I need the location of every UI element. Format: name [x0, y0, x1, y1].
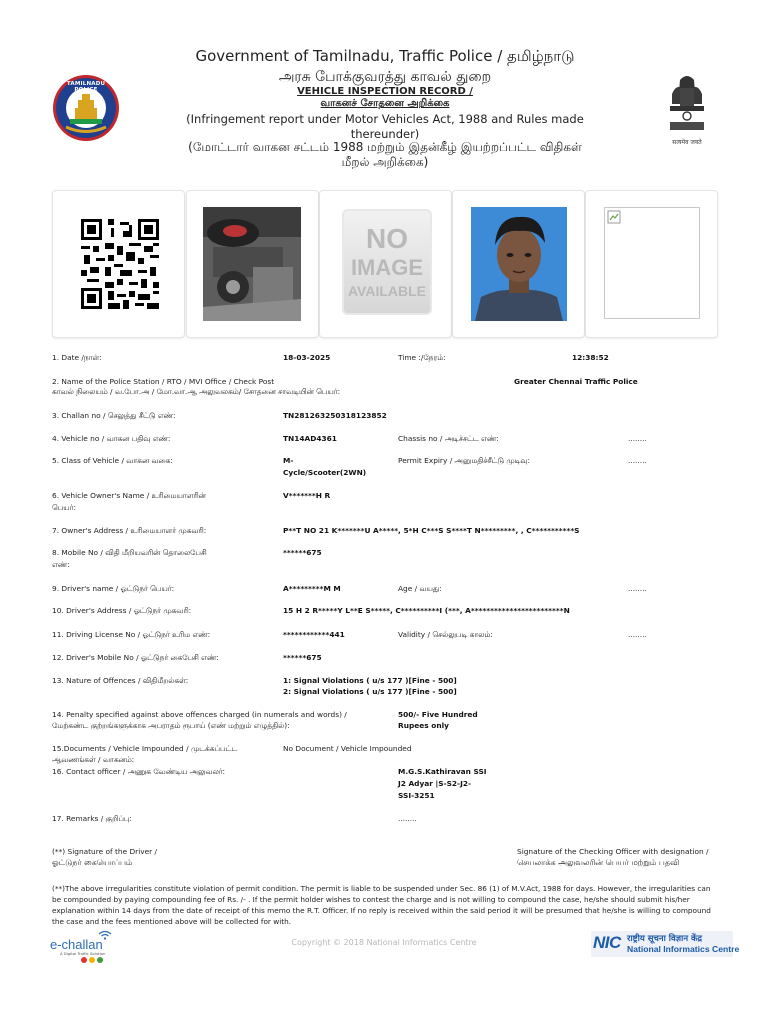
- owner-address-label: 7. Owner's Address / உரிமையாளர் முகவரி:: [52, 526, 207, 535]
- vehicle-no-label: 4. Vehicle no / வாகன பதிவு எண்:: [52, 434, 171, 443]
- vehicle-class-value-2: Cycle/Scooter(2WN): [283, 468, 367, 477]
- penalty-value-2: Rupees only: [398, 721, 449, 730]
- station-value: Greater Chennai Traffic Police: [514, 377, 638, 386]
- mobile-label-2: எண்:: [52, 560, 70, 569]
- no-image-text-2: IMAGE: [350, 255, 424, 280]
- emblem-motto: सत्यमेव जयते: [672, 139, 702, 146]
- nic-hindi-name: राष्ट्रीय सूचना विज्ञान केंद्र: [627, 934, 703, 944]
- owner-address-value: P**T NO 21 K*******U A*****, 5*H C***S S****T N*********, , C***********S: [283, 526, 580, 535]
- broken-image-card: [585, 190, 718, 338]
- owner-name-label-2: பெயர்:: [52, 503, 76, 512]
- police-logo-text: TAMILNADU POLICE: [66, 81, 106, 93]
- tamilnadu-police-logo: [52, 74, 120, 142]
- mobile-label-1: 8. Mobile No / விதி மீறியவரின் தொலைபேசி: [52, 548, 207, 557]
- contact-officer-value-2: J2 Adyar |S-S2-J2-: [398, 779, 472, 788]
- vehicle-photo-card: [186, 190, 319, 338]
- copyright: Copyright © 2018 National Informatics Centre: [291, 938, 477, 947]
- penalty-value-1: 500/- Five Hundred: [398, 710, 478, 719]
- officer-signature-label-1: Signature of the Checking Officer with designation /: [517, 847, 709, 856]
- driver-signature-label-1: (**) Signature of the Driver /: [52, 847, 158, 856]
- driver-name-value: A*********M M: [283, 584, 341, 593]
- validity-label: Validity / செல்லுபடி காலம்:: [398, 630, 493, 639]
- validity-value: ........: [628, 630, 647, 639]
- mobile-value: ******675: [283, 548, 322, 557]
- driver-photo-card: [452, 190, 585, 338]
- footer-note: (**)The above irregularities constitute violation of permit condition. The permit is liable to be suspended under Sec. 86 (1) of M.V.Act, 1988 for days. However, the irregularities can be compounded by paying compounding fee of Rs. /- . If the permit holder wishes to contest the charge and is not willing to compound the case, he/she should submit his/her explanation within 14 days from the date of receipt of this memo the R.T. Officer. If no reply is received within the said period it will be presumed that he/she is willing to compound the case and the fees mentioned above will be collected for with.: [52, 884, 711, 926]
- qr-code: [81, 218, 159, 310]
- echallan-logo-text: e-challan: [50, 937, 103, 952]
- driver-mobile-value: ******675: [283, 653, 322, 662]
- broken-image-icon: [607, 210, 621, 224]
- driver-name-label: 9. Driver's name / ஓட்டுநர் பெயர்:: [52, 584, 175, 593]
- broken-image-placeholder: [604, 207, 700, 319]
- owner-name-value: V*******H R: [283, 491, 331, 500]
- nic-logo-mark: NIC: [593, 933, 621, 952]
- driver-address-value: 15 H 2 R*****Y L**E S*****, C**********I (***, A************************N: [283, 606, 570, 615]
- vehicle-no-value: TN14AD4361: [283, 434, 337, 443]
- documents-label-2: ஆவணங்கள் / வாகனம்:: [52, 755, 135, 764]
- national-emblem: [664, 72, 710, 150]
- driver-address-label: 10. Driver's Address / ஓட்டுநர் முகவரி:: [52, 606, 192, 615]
- echallan-logo: [50, 930, 120, 962]
- echallan-dots: [80, 956, 112, 964]
- offence-item-2: 2: Signal Violations ( u/s 177 )[Fine - 500]: [283, 687, 457, 696]
- subtitle-english: (Infringement report under Motor Vehicles Act, 1988 and Rules made thereunder): [186, 112, 584, 141]
- vehicle-photo: [203, 207, 301, 321]
- header-title-english: Government of Tamilnadu, Traffic Police / தமிழ்நாடு: [195, 47, 575, 65]
- date-label: 1. Date /நாள்:: [52, 353, 102, 362]
- station-label-english: 2. Name of the Police Station / RTO / MVI Office / Check Post: [52, 377, 275, 386]
- time-label: Time :/நேரம்:: [398, 353, 446, 362]
- chassis-label: Chassis no / அடிச்சட்ட எண்:: [398, 434, 499, 443]
- station-label-tamil: காவல் நிலையம் / வ.போ.அ / மோ.வா.ஆ அலுவலகம்/ சோதனை சாவடியின் பெயர்:: [52, 387, 341, 396]
- offence-item-1: 1: Signal Violations ( u/s 177 )[Fine - 500]: [283, 676, 457, 685]
- nic-english-name: National Informatics Centre: [627, 944, 740, 954]
- penalty-label-2: மேற்கண்ட குற்றங்களுக்காக அபராதம் ரூபாய் (எண் மற்றும் எழுத்தில்):: [52, 721, 290, 730]
- documents-value: No Document / Vehicle Impounded: [283, 744, 412, 753]
- vehicle-class-value-1: M-: [283, 456, 294, 465]
- contact-officer-value-1: M.G.S.Kathiravan SSI: [398, 767, 487, 776]
- record-title-english: VEHICLE INSPECTION RECORD /: [297, 86, 473, 97]
- no-image-card: [319, 190, 452, 338]
- no-image-placeholder: [342, 209, 432, 315]
- header-title-tamil: அரசு போக்குவரத்து காவல் துறை: [278, 69, 492, 85]
- subtitle-tamil: (மோட்டார் வாகன சட்டம் 1988 மற்றும் இதன்கீழ் இயற்றப்பட்ட விதிகள் மீறல் அறிக்கை): [188, 140, 582, 169]
- remarks-label: 17. Remarks / குறிப்பு:: [52, 814, 132, 823]
- chassis-value: ........: [628, 434, 647, 443]
- nic-logo: [591, 931, 740, 957]
- no-image-text-1: NO: [366, 223, 408, 254]
- license-label: 11. Driving License No / ஓட்டுநர் உரிம எண்:: [52, 630, 211, 639]
- time-value: 12:38:52: [572, 353, 609, 362]
- challan-label: 3. Challan no / செலுத்து சீட்டு எண்:: [52, 411, 176, 420]
- officer-signature-label-2: செயலாக்க அலுவலரின் பெயர் மற்றும் பதவி: [517, 858, 680, 867]
- driver-signature-label-2: ஓட்டுநர் கையொப்பம்: [52, 858, 133, 867]
- contact-officer-value-3: SSI-3251: [398, 791, 435, 800]
- age-label: Age / வயது:: [398, 584, 442, 593]
- driver-mobile-label: 12. Driver's Mobile No / ஓட்டுநர் கைபேசி எண்:: [52, 653, 219, 662]
- challan-value: TN281263250318123852: [283, 411, 387, 420]
- offences-label: 13. Nature of Offences / விதிமீறல்கள்:: [52, 676, 189, 685]
- documents-label-1: 15.Documents / Vehicle Impounded / முடக்கப்பட்ட: [52, 744, 238, 753]
- contact-officer-label: 16. Contact officer / அணுக வேண்டிய அலுவலர்:: [52, 767, 226, 776]
- permit-expiry-label: Permit Expiry / அனுமதிச்சீட்டு முடிவு:: [398, 456, 530, 465]
- record-title-tamil: வாகனச் சோதனை அறிக்கை: [320, 98, 450, 109]
- owner-name-label-1: 6. Vehicle Owner's Name / உரிமையாளரின்: [52, 491, 206, 500]
- penalty-label-1: 14. Penalty specified against above offences charged (in numerals and words) /: [52, 710, 347, 719]
- license-value: ************441: [283, 630, 345, 639]
- qr-code-card: [52, 190, 185, 338]
- vehicle-class-label: 5. Class of Vehicle / வாகன வகை:: [52, 456, 173, 465]
- echallan-tagline: A Digital Traffic Solution: [60, 951, 106, 956]
- remarks-value: ........: [398, 814, 417, 823]
- driver-photo: [471, 207, 567, 321]
- no-image-text-3: AVAILABLE: [347, 283, 427, 299]
- permit-expiry-value: ........: [628, 456, 647, 465]
- age-value: ........: [628, 584, 647, 593]
- date-value: 18-03-2025: [283, 353, 331, 362]
